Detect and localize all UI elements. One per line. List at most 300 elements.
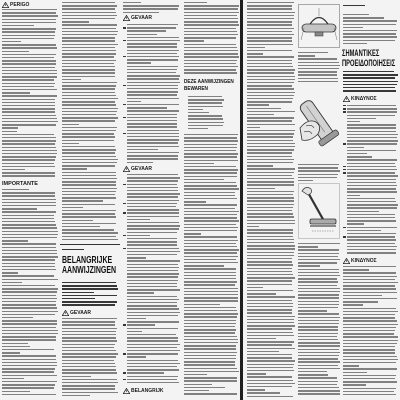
text-line (298, 174, 338, 175)
text-line (247, 172, 294, 173)
text-line (347, 207, 397, 208)
text-line (343, 87, 395, 88)
text-line (123, 56, 126, 57)
text-line (247, 2, 294, 3)
text-line (184, 18, 238, 19)
text-line (62, 31, 118, 32)
text-line (247, 216, 294, 217)
text-line (2, 381, 57, 382)
text-line (343, 108, 346, 109)
text-line (2, 221, 55, 222)
text-line (2, 227, 57, 228)
text-line (298, 278, 337, 279)
text-line (343, 349, 395, 350)
text-line (62, 149, 116, 150)
text-line (247, 325, 295, 326)
text-line (247, 383, 295, 384)
text-line (2, 365, 57, 366)
text-line (247, 332, 293, 333)
text-line (62, 340, 117, 341)
text-line (127, 312, 180, 313)
text-line (298, 384, 337, 385)
text-line (127, 219, 150, 220)
text-line (184, 352, 237, 353)
text-line (247, 79, 295, 80)
text-line (184, 345, 236, 346)
text-line (62, 301, 117, 302)
text-line (127, 94, 177, 95)
text-line (247, 117, 294, 118)
text-line (184, 153, 238, 154)
text-line (298, 177, 337, 178)
text-line (343, 333, 394, 334)
text-line (62, 344, 115, 345)
text-line (62, 229, 114, 230)
text-line (2, 333, 58, 334)
text-line (62, 298, 95, 299)
text-line (62, 395, 90, 396)
text-line (184, 377, 237, 378)
text-line (127, 216, 179, 217)
text-line (127, 91, 178, 92)
text-line (247, 124, 295, 125)
nl-important-heading (123, 388, 164, 394)
text-line (247, 309, 292, 310)
text-line (2, 279, 58, 280)
text-line (127, 162, 153, 163)
text-line (2, 317, 33, 318)
text-line (62, 210, 116, 211)
text-line (184, 339, 238, 340)
text-line (184, 144, 237, 145)
text-line (62, 50, 116, 51)
text-line (127, 126, 177, 127)
text-line (127, 350, 180, 351)
text-line (343, 105, 346, 106)
text-line (298, 358, 338, 359)
text-line (2, 323, 57, 324)
text-line (62, 140, 114, 141)
text-line (347, 191, 397, 192)
text-line (184, 211, 239, 212)
text-line (62, 66, 115, 67)
text-line (62, 178, 117, 179)
text-line (62, 34, 117, 35)
text-line (127, 30, 166, 31)
text-line (2, 175, 55, 176)
text-line (247, 223, 295, 224)
text-line (343, 90, 396, 91)
text-line (343, 27, 363, 28)
text-line (247, 229, 293, 230)
text-line (184, 204, 237, 205)
text-line (127, 260, 180, 261)
text-line (247, 191, 294, 192)
text-line (247, 258, 292, 259)
text-line (347, 118, 376, 119)
text-line (184, 37, 236, 38)
text-line (184, 2, 207, 3)
text-line (343, 236, 346, 237)
text-line (184, 31, 237, 32)
text-line (62, 324, 115, 325)
text-line (343, 285, 395, 286)
text-line (247, 69, 295, 70)
text-line (247, 149, 294, 150)
text-line (247, 210, 292, 211)
text-line (2, 41, 21, 42)
text-line (184, 166, 236, 167)
text-line (343, 388, 396, 389)
text-line (347, 172, 395, 173)
text-line (184, 294, 238, 295)
text-line (247, 111, 295, 112)
text-line (62, 366, 116, 367)
text-line (127, 104, 179, 105)
text-line (247, 120, 292, 121)
text-line (184, 60, 237, 61)
text-line (127, 193, 180, 194)
text-line (247, 21, 292, 22)
text-line (2, 63, 56, 64)
text-line (127, 66, 178, 67)
text-line (127, 318, 146, 319)
text-line (247, 18, 294, 19)
text-line (2, 79, 54, 80)
text-line (62, 12, 116, 13)
text-line (343, 84, 397, 85)
text-line (247, 31, 292, 32)
text-line (127, 158, 178, 159)
text-line (184, 24, 239, 25)
text-line (343, 362, 396, 363)
text-line (62, 133, 114, 134)
text-line (343, 30, 397, 31)
text-line (343, 33, 396, 34)
text-line (347, 111, 397, 112)
text-line (298, 275, 340, 276)
text-line (298, 297, 339, 298)
text-line (127, 331, 142, 332)
text-line (247, 136, 293, 137)
text-line (62, 372, 117, 373)
pt-danger-heading (2, 2, 29, 8)
text-line (127, 321, 179, 322)
text-line (298, 377, 337, 378)
text-line (247, 351, 279, 352)
text-line (127, 296, 177, 297)
text-line (62, 37, 115, 38)
text-line (184, 160, 238, 161)
text-line (188, 112, 209, 113)
text-line (343, 336, 398, 337)
text-line (62, 382, 118, 383)
text-line (127, 184, 177, 185)
text-line (2, 202, 56, 203)
text-line (127, 235, 150, 236)
text-line (2, 224, 56, 225)
text-line (127, 180, 178, 181)
text-line (343, 74, 398, 75)
text-line (247, 143, 295, 144)
text-line (127, 372, 164, 373)
text-line (123, 203, 126, 204)
text-line (2, 282, 22, 283)
text-line (347, 124, 396, 125)
text-line (347, 214, 395, 215)
text-line (247, 392, 280, 393)
text-line (2, 231, 58, 232)
text-line (123, 353, 126, 354)
text-line (343, 227, 346, 228)
text-line (343, 320, 397, 321)
page-edge-bar (240, 0, 243, 400)
text-line (62, 168, 87, 169)
text-line (62, 152, 115, 153)
text-line (298, 352, 340, 353)
text-line (2, 83, 55, 84)
text-line (343, 71, 394, 72)
text-line (188, 106, 223, 107)
text-line (123, 2, 141, 3)
text-line (62, 184, 116, 185)
text-line (347, 179, 396, 180)
text-line (343, 311, 398, 312)
text-line (2, 169, 25, 170)
text-line (2, 215, 54, 216)
text-line (184, 358, 236, 359)
text-line (347, 182, 396, 183)
text-line (127, 107, 167, 108)
text-line (127, 225, 180, 226)
text-line (343, 279, 395, 280)
text-line (184, 233, 201, 234)
text-line (2, 86, 54, 87)
text-line (2, 121, 58, 122)
text-line (298, 345, 340, 346)
text-line (2, 102, 55, 103)
text-line (62, 172, 116, 173)
text-line (62, 379, 117, 380)
text-line (184, 201, 206, 202)
text-line (343, 378, 395, 379)
text-line (247, 168, 295, 169)
text-line (127, 382, 179, 383)
warning-triangle-icon (343, 258, 350, 264)
text-line (2, 156, 56, 157)
text-line (127, 78, 179, 79)
text-line (247, 277, 295, 278)
text-line (184, 140, 238, 141)
text-line (127, 62, 151, 63)
text-line (2, 285, 55, 286)
text-line (2, 28, 56, 29)
text-line (298, 355, 339, 356)
text-line (188, 128, 208, 129)
text-line (2, 89, 57, 90)
text-line (247, 85, 292, 86)
language-label-line (62, 249, 84, 250)
text-line (347, 147, 364, 148)
text-line (184, 66, 238, 67)
text-line (343, 327, 396, 328)
text-line (343, 266, 396, 267)
text-line (2, 387, 54, 388)
text-line (62, 79, 81, 80)
text-line (62, 288, 118, 289)
text-line (62, 220, 93, 221)
text-line (343, 24, 396, 25)
text-line (62, 282, 116, 283)
text-line (127, 50, 179, 51)
text-line (2, 44, 56, 45)
text-line (247, 255, 294, 256)
text-line (127, 328, 178, 329)
text-line (247, 95, 294, 96)
text-line (2, 327, 56, 328)
text-line (62, 5, 117, 6)
text-line (184, 192, 235, 193)
text-line (2, 391, 30, 392)
text-line (247, 178, 294, 179)
text-line (184, 8, 238, 9)
text-line (298, 167, 338, 168)
text-line (347, 156, 372, 157)
text-line (247, 232, 293, 233)
text-line (343, 356, 397, 357)
text-line (247, 344, 292, 345)
text-line (2, 189, 29, 190)
text-line (184, 348, 236, 349)
text-line (247, 47, 265, 48)
text-line (347, 223, 364, 224)
text-line (343, 272, 396, 273)
text-line (2, 22, 56, 23)
text-line (347, 143, 397, 144)
text-line (347, 185, 397, 186)
text-line (343, 143, 346, 144)
text-line (2, 131, 17, 132)
text-line (247, 207, 293, 208)
text-line (184, 217, 237, 218)
text-line (184, 326, 235, 327)
text-line (247, 104, 269, 105)
text-line (62, 304, 115, 305)
text-line (184, 134, 238, 135)
text-line (347, 204, 398, 205)
text-line (247, 194, 293, 195)
text-line (62, 159, 118, 160)
text-line (127, 120, 177, 121)
text-line (2, 314, 55, 315)
text-line (247, 56, 294, 57)
text-line (247, 348, 295, 349)
text-line (62, 156, 116, 157)
text-line (247, 50, 292, 51)
text-line (127, 305, 177, 306)
text-line (2, 247, 56, 248)
text-line (184, 297, 238, 298)
text-line (62, 47, 115, 48)
text-line (247, 159, 294, 160)
text-line (298, 326, 338, 327)
text-line (184, 332, 235, 333)
nl-danger-label: GEVAAR (70, 310, 92, 316)
text-line (123, 133, 126, 134)
text-line (127, 267, 179, 268)
text-line (127, 146, 179, 147)
text-line (62, 223, 116, 224)
text-line (184, 5, 239, 6)
text-line (2, 218, 54, 219)
text-line (347, 159, 397, 160)
text-line (127, 334, 176, 335)
text-line (343, 352, 395, 353)
text-line (247, 181, 294, 182)
text-line (247, 108, 281, 109)
text-line (298, 71, 337, 72)
text-line (127, 340, 178, 341)
text-line (184, 262, 238, 263)
text-line (298, 368, 340, 369)
text-line (184, 374, 207, 375)
text-line (127, 85, 178, 86)
text-line (2, 259, 55, 260)
text-line (62, 369, 116, 370)
text-line (62, 376, 91, 377)
text-line (123, 27, 126, 28)
text-line (127, 270, 178, 271)
text-line (127, 110, 179, 111)
text-line (247, 312, 292, 313)
text-line (247, 389, 265, 390)
text-line (184, 230, 237, 231)
text-line (347, 150, 396, 151)
text-line (123, 379, 126, 380)
text-line (247, 5, 292, 6)
text-line (127, 286, 177, 287)
text-line (184, 259, 236, 260)
text-line (184, 272, 236, 273)
text-line (247, 197, 294, 198)
section-divider (60, 244, 120, 245)
text-line (247, 60, 292, 61)
text-line (127, 27, 176, 28)
el-danger-label: ΚΙΝΔΥΝΟΣ (351, 258, 377, 264)
text-line (2, 288, 58, 289)
text-line (62, 318, 117, 319)
text-line (62, 88, 115, 89)
text-line (347, 134, 398, 135)
text-line (247, 220, 295, 221)
text-line (247, 15, 294, 16)
text-line (184, 220, 239, 221)
text-line (127, 117, 177, 118)
text-line (347, 121, 360, 122)
text-line (247, 204, 294, 205)
text-line (2, 19, 56, 20)
nl-important-label: BELANGRIJK (131, 388, 164, 394)
text-line (184, 163, 214, 164)
text-line (343, 324, 398, 325)
text-line (184, 195, 235, 196)
text-line (127, 53, 177, 54)
text-line (184, 34, 238, 35)
text-line (247, 101, 292, 102)
text-line (184, 182, 236, 183)
text-line (184, 246, 237, 247)
text-line (2, 105, 55, 106)
